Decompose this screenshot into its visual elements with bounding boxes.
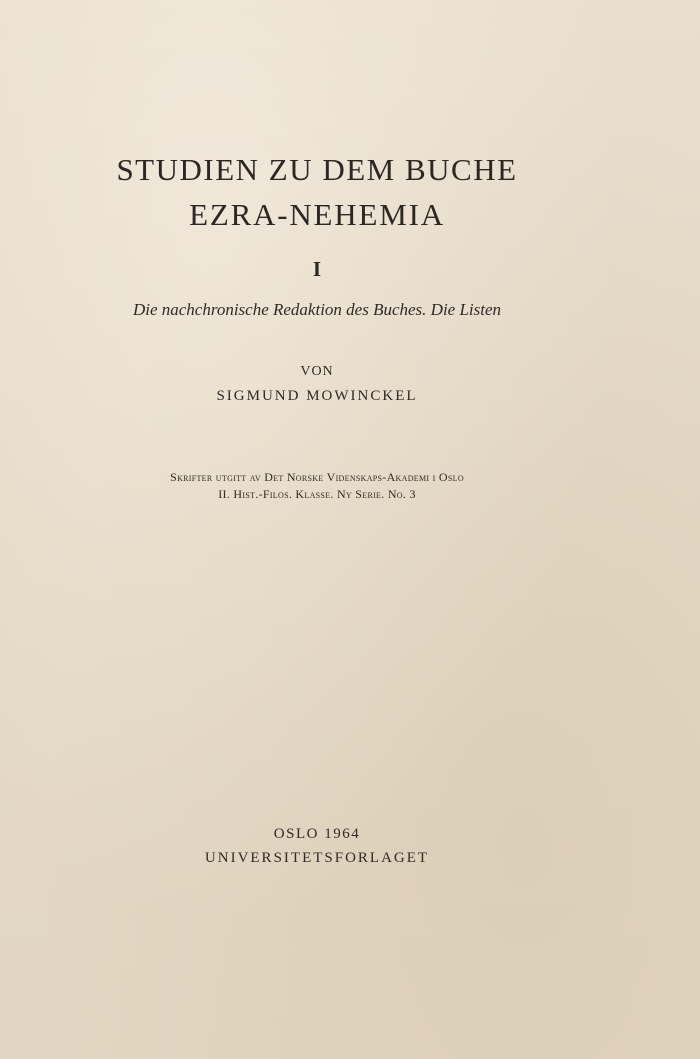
series-line-1: Skrifter utgitt av Det Norske Videnskaps-Akademi i Oslo	[170, 470, 464, 484]
title-line-2: EZRA-NEHEMIA	[189, 197, 445, 232]
title-line-1: STUDIEN ZU DEM BUCHE	[116, 152, 518, 187]
publisher: UNIVERSITETSFORLAGET	[204, 850, 430, 866]
subtitle: Die nachchronische Redaktion des Buches. Die Listen	[132, 300, 502, 319]
volume-number: I	[312, 257, 322, 281]
series-line-2: II. Hist.-Filos. Klasse. Ny Serie. No. 3	[218, 487, 416, 501]
by-label: VON	[300, 364, 334, 379]
place-year: OSLO 1964	[273, 826, 361, 842]
author-name: SIGMUND MOWINCKEL	[216, 388, 418, 404]
